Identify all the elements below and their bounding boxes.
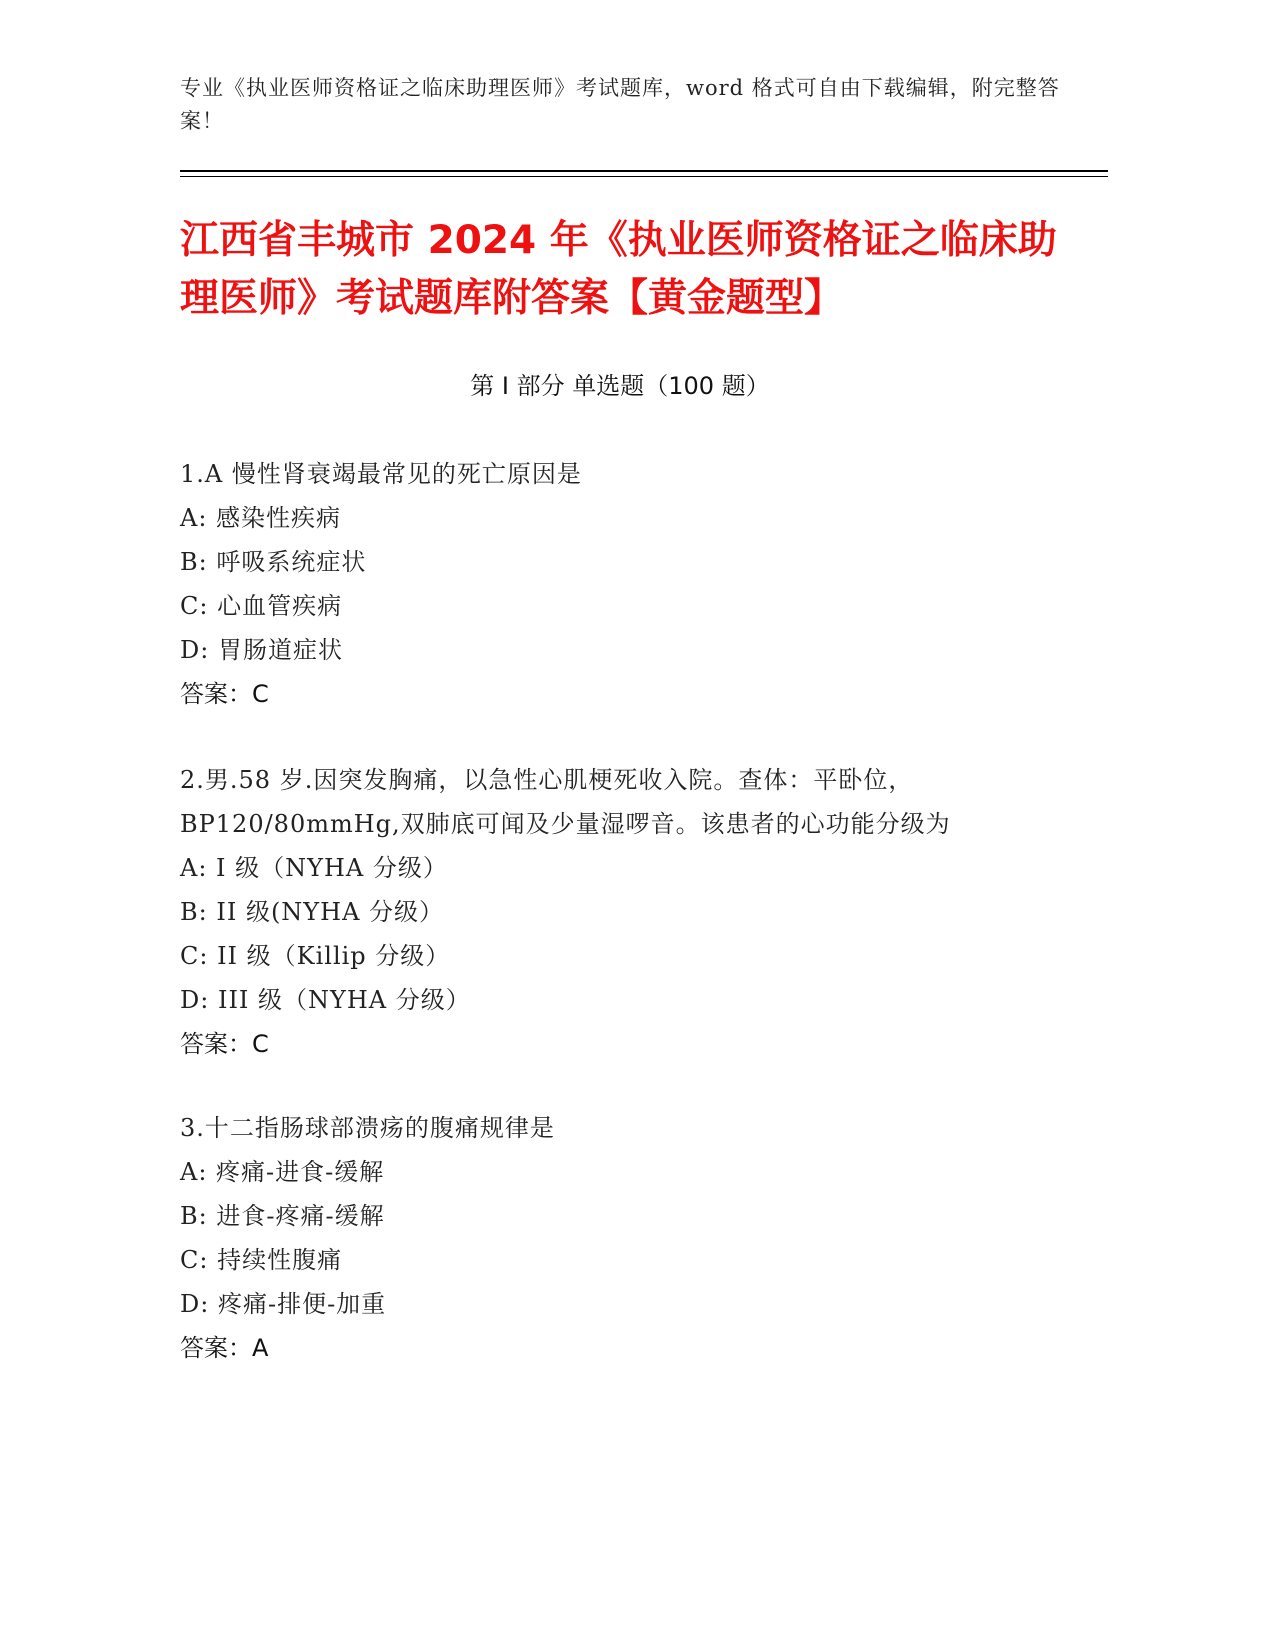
question-2 bbox=[180, 758, 1110, 1066]
question-stem: 2.男.58 岁.因突发胸痛，以急性心肌梗死收入院。查体：平卧位，BP120/80mmHg,双肺底可闻及少量湿啰音。该患者的心功能分级为 bbox=[180, 766, 951, 838]
option-a: A: 感染性疾病 bbox=[180, 504, 342, 532]
header-rule-thick bbox=[180, 170, 1108, 172]
question-1 bbox=[180, 452, 1110, 716]
option-a: A: 疼痛-进食-缓解 bbox=[180, 1158, 385, 1186]
question-stem: 1.A 慢性肾衰竭最常见的死亡原因是 bbox=[180, 460, 582, 488]
option-c: C: 心血管疾病 bbox=[180, 592, 343, 620]
option-d: D: 胃肠道症状 bbox=[180, 636, 343, 664]
header-rule-thin bbox=[180, 176, 1108, 177]
answer: 答案：C bbox=[180, 680, 269, 708]
option-b: B: II 级(NYHA 分级） bbox=[180, 898, 445, 926]
option-d: D: 疼痛-排便-加重 bbox=[180, 1290, 387, 1318]
section-title: 第 I 部分 单选题（100 题） bbox=[470, 372, 770, 400]
answer: 答案：C bbox=[180, 1030, 269, 1058]
option-d: D: III 级（NYHA 分级） bbox=[180, 986, 471, 1014]
option-a: A: I 级（NYHA 分级） bbox=[180, 854, 448, 882]
question-3 bbox=[180, 1106, 1110, 1370]
header-note: 专业《执业医师资格证之临床助理医师》考试题库，word 格式可自由下载编辑，附完整答案！ bbox=[180, 76, 1060, 133]
option-b: B: 呼吸系统症状 bbox=[180, 548, 367, 576]
option-b: B: 进食-疼痛-缓解 bbox=[180, 1202, 385, 1230]
option-c: C: II 级（Killip 分级） bbox=[180, 942, 451, 970]
document-title: 江西省丰城市 2024 年《执业医师资格证之临床助理医师》考试题库附答案【黄金题型】 bbox=[180, 218, 1057, 321]
question-stem: 3.十二指肠球部溃疡的腹痛规律是 bbox=[180, 1114, 555, 1142]
option-c: C: 持续性腹痛 bbox=[180, 1246, 343, 1274]
answer: 答案：A bbox=[180, 1334, 269, 1362]
